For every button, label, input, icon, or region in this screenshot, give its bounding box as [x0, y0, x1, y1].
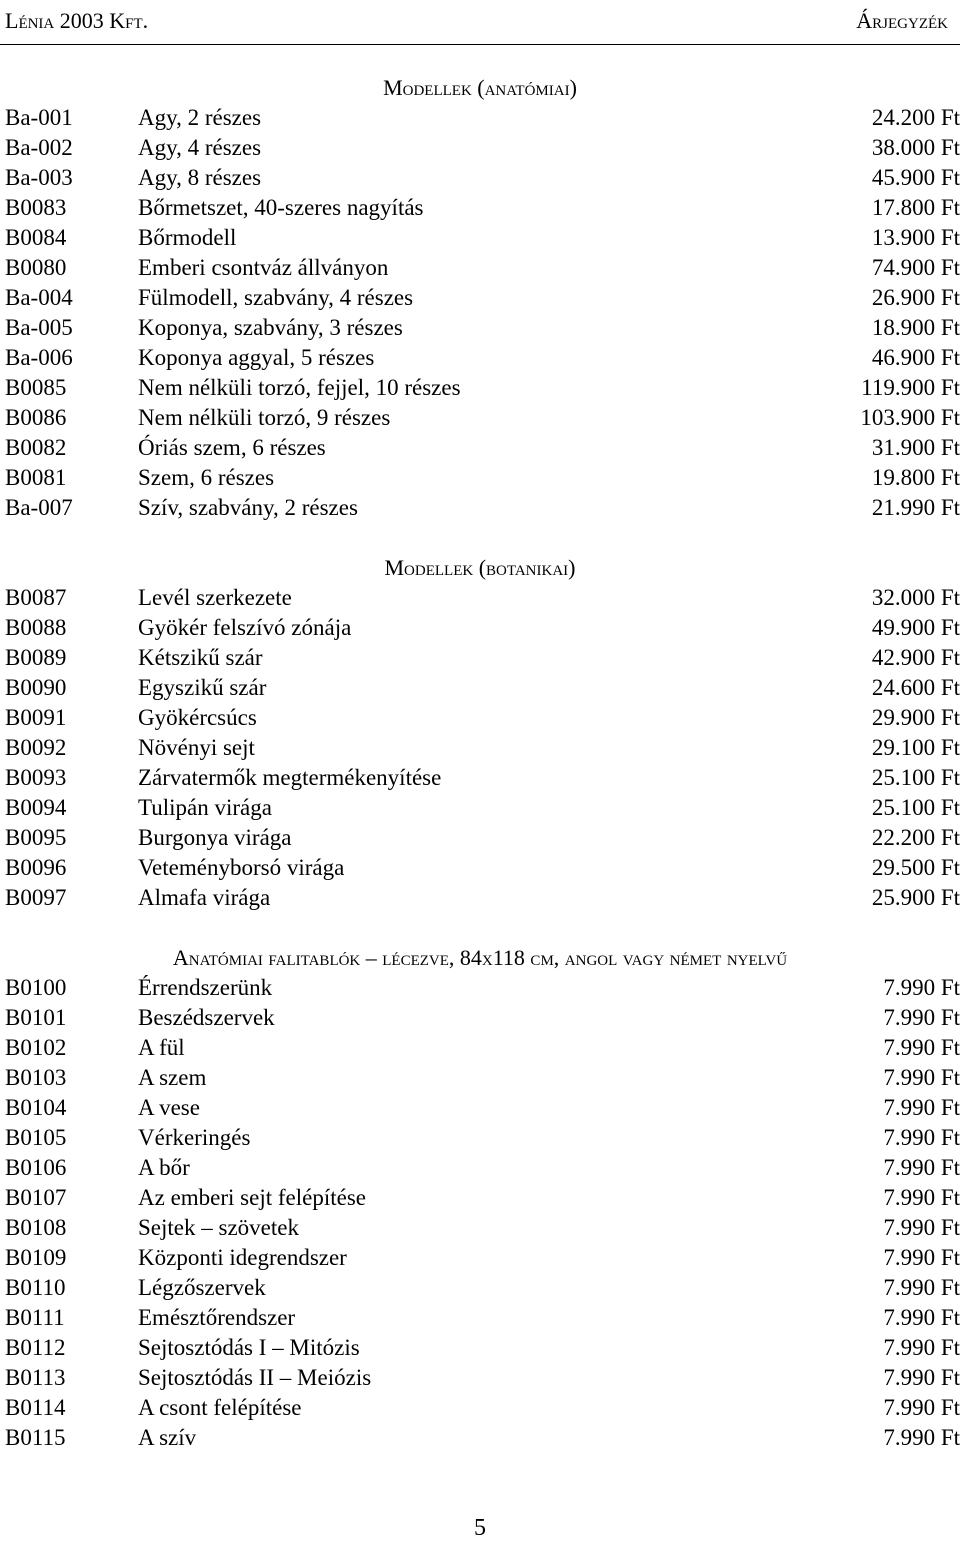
product-name: A bőr: [138, 1155, 190, 1180]
price-list-row: [0, 733, 960, 763]
product-name: A szem: [138, 1065, 207, 1090]
product-name: Bőrmodell: [138, 225, 237, 250]
product-name: Gyökér felszívó zónája: [138, 615, 352, 640]
page-number: 5: [474, 1515, 486, 1541]
product-name: Bőrmetszet, 40-szeres nagyítás: [138, 195, 424, 220]
product-code: B0105: [5, 1125, 67, 1150]
product-name: Tulipán virága: [138, 795, 272, 820]
product-price: 25.100 Ft: [871, 795, 960, 820]
product-name: Agy, 8 részes: [138, 165, 262, 190]
section-botanical-models: [0, 553, 960, 913]
product-code: Ba-001: [5, 105, 73, 130]
product-price: 7.990 Ft: [883, 975, 960, 1000]
product-price: 7.990 Ft: [883, 1095, 960, 1120]
price-list-row: [0, 703, 960, 733]
price-list-row: [0, 1213, 960, 1243]
product-price: 22.200 Ft: [871, 825, 960, 850]
price-list-row: [0, 793, 960, 823]
product-code: B0096: [5, 855, 67, 880]
product-code: B0085: [5, 375, 67, 400]
product-code: B0080: [5, 255, 67, 280]
product-code: B0093: [5, 765, 67, 790]
product-price: 29.100 Ft: [871, 735, 960, 760]
product-code: B0106: [5, 1155, 67, 1180]
price-list-row: [0, 133, 960, 163]
price-list-row: [0, 193, 960, 223]
product-price: 31.900 Ft: [871, 435, 960, 460]
product-price: 24.200 Ft: [871, 105, 960, 130]
price-list-row: [0, 463, 960, 493]
product-price: 42.900 Ft: [871, 645, 960, 670]
product-code: B0087: [5, 585, 67, 610]
product-code: B0107: [5, 1185, 67, 1210]
product-name: Szív, szabvány, 2 részes: [138, 495, 358, 520]
product-price: 29.900 Ft: [871, 705, 960, 730]
product-price: 26.900 Ft: [871, 285, 960, 310]
product-name: Központi idegrendszer: [138, 1245, 347, 1270]
product-code: B0112: [5, 1335, 66, 1360]
price-list-row: [0, 973, 960, 1003]
product-price: 25.100 Ft: [871, 765, 960, 790]
product-code: Ba-005: [5, 315, 73, 340]
product-name: A csont felépítése: [138, 1395, 302, 1420]
company-name: Lénia 2003 Kft.: [5, 8, 149, 33]
product-code: B0097: [5, 885, 67, 910]
product-code: B0114: [5, 1395, 66, 1420]
product-code: B0081: [5, 465, 67, 490]
product-price: 45.900 Ft: [871, 165, 960, 190]
product-name: Sejtek – szövetek: [138, 1215, 299, 1240]
product-name: A fül: [138, 1035, 185, 1060]
price-list-row: [0, 1243, 960, 1273]
product-name: Almafa virága: [138, 885, 271, 910]
product-price: 21.990 Ft: [871, 495, 960, 520]
document-title: Árjegyzék: [856, 8, 948, 33]
price-list-row: [0, 223, 960, 253]
page-header: [0, 4, 960, 45]
product-name: Nem nélküli torzó, 9 részes: [138, 405, 391, 430]
product-name: Agy, 2 részes: [138, 105, 262, 130]
price-list-row: [0, 643, 960, 673]
product-code: B0094: [5, 795, 67, 820]
product-name: Szem, 6 részes: [138, 465, 275, 490]
product-price: 7.990 Ft: [883, 1035, 960, 1060]
product-name: Beszédszervek: [138, 1005, 275, 1030]
product-code: B0109: [5, 1245, 67, 1270]
price-list-row: [0, 763, 960, 793]
product-price: 74.900 Ft: [871, 255, 960, 280]
product-name: Nem nélküli torzó, fejjel, 10 részes: [138, 375, 461, 400]
price-list-row: [0, 1183, 960, 1213]
product-price: 32.000 Ft: [871, 585, 960, 610]
product-price: 25.900 Ft: [871, 885, 960, 910]
product-name: Sejtosztódás I – Mitózis: [138, 1335, 360, 1360]
price-list-row: [0, 1393, 960, 1423]
product-price: 17.800 Ft: [871, 195, 960, 220]
price-list-row: [0, 1153, 960, 1183]
product-price: 13.900 Ft: [871, 225, 960, 250]
price-list-row: [0, 673, 960, 703]
product-price: 49.900 Ft: [871, 615, 960, 640]
product-price: 7.990 Ft: [883, 1395, 960, 1420]
product-price: 7.990 Ft: [883, 1215, 960, 1240]
price-list-row: [0, 1123, 960, 1153]
product-price: 7.990 Ft: [883, 1365, 960, 1390]
section-anatomical-models: [0, 73, 960, 523]
section-title: Anatómiai falitablók – lécezve, 84x118 cm, angol vagy német nyelvű: [172, 945, 788, 970]
price-list-row: [0, 823, 960, 853]
product-code: Ba-006: [5, 345, 73, 370]
product-name: Érrendszerünk: [138, 975, 273, 1000]
product-code: B0115: [5, 1425, 66, 1450]
product-name: Emberi csontváz állványon: [138, 255, 389, 280]
product-price: 29.500 Ft: [871, 855, 960, 880]
product-price: 7.990 Ft: [883, 1245, 960, 1270]
product-name: Koponya, szabvány, 3 részes: [138, 315, 403, 340]
product-name: Kétszikű szár: [138, 645, 263, 670]
product-name: Burgonya virága: [138, 825, 292, 850]
price-list-row: [0, 613, 960, 643]
product-name: Légzőszervek: [138, 1275, 266, 1300]
price-list-row: [0, 343, 960, 373]
product-code: B0082: [5, 435, 67, 460]
product-price: 7.990 Ft: [883, 1305, 960, 1330]
product-price: 7.990 Ft: [883, 1155, 960, 1180]
product-name: Óriás szem, 6 részes: [138, 435, 326, 460]
product-code: B0108: [5, 1215, 67, 1240]
price-list-row: [0, 1423, 960, 1453]
price-list-row: [0, 1003, 960, 1033]
product-name: Gyökércsúcs: [138, 705, 257, 730]
product-price: 7.990 Ft: [883, 1185, 960, 1210]
product-code: B0095: [5, 825, 67, 850]
price-list-row: [0, 283, 960, 313]
product-price: 7.990 Ft: [883, 1335, 960, 1360]
section-anatomical-wall-charts: [0, 943, 960, 1453]
product-code: Ba-003: [5, 165, 73, 190]
product-code: B0104: [5, 1095, 67, 1120]
product-code: Ba-007: [5, 495, 73, 520]
product-name: Koponya aggyal, 5 részes: [138, 345, 375, 370]
product-code: B0089: [5, 645, 67, 670]
price-list-row: [0, 1093, 960, 1123]
price-list-row: [0, 433, 960, 463]
product-code: B0113: [5, 1365, 66, 1390]
price-list-row: [0, 373, 960, 403]
product-code: B0091: [5, 705, 67, 730]
product-code: B0103: [5, 1065, 67, 1090]
product-name: Veteményborsó virága: [138, 855, 345, 880]
price-list-row: [0, 403, 960, 433]
product-name: Levél szerkezete: [138, 585, 292, 610]
product-price: 7.990 Ft: [883, 1425, 960, 1450]
price-list-row: [0, 1033, 960, 1063]
price-list-row: [0, 1063, 960, 1093]
product-code: Ba-004: [5, 285, 73, 310]
product-price: 18.900 Ft: [871, 315, 960, 340]
price-list-row: [0, 1273, 960, 1303]
product-name: Növényi sejt: [138, 735, 255, 760]
product-code: Ba-002: [5, 135, 73, 160]
product-code: B0111: [5, 1305, 65, 1330]
product-price: 7.990 Ft: [883, 1125, 960, 1150]
product-code: B0110: [5, 1275, 66, 1300]
product-name: Vérkeringés: [138, 1125, 251, 1150]
product-name: Agy, 4 részes: [138, 135, 262, 160]
price-list-row: [0, 1333, 960, 1363]
product-price: 7.990 Ft: [883, 1275, 960, 1300]
product-name: Sejtosztódás II – Meiózis: [138, 1365, 372, 1390]
product-code: B0083: [5, 195, 67, 220]
price-list-row: [0, 853, 960, 883]
product-name: Az emberi sejt felépítése: [138, 1185, 366, 1210]
price-list-row: [0, 313, 960, 343]
product-code: B0100: [5, 975, 67, 1000]
product-name: Zárvatermők megtermékenyítése: [138, 765, 442, 790]
price-list-row: [0, 1303, 960, 1333]
price-list-row: [0, 583, 960, 613]
product-code: B0088: [5, 615, 67, 640]
product-price: 19.800 Ft: [871, 465, 960, 490]
product-code: B0092: [5, 735, 67, 760]
product-code: B0090: [5, 675, 67, 700]
product-price: 119.900 Ft: [861, 375, 960, 400]
price-list-row: [0, 103, 960, 133]
section-title: Modellek (anatómiai): [383, 75, 577, 100]
product-price: 7.990 Ft: [883, 1065, 960, 1090]
product-code: B0101: [5, 1005, 67, 1030]
product-price: 7.990 Ft: [883, 1005, 960, 1030]
product-name: A szív: [138, 1425, 197, 1450]
product-price: 46.900 Ft: [871, 345, 960, 370]
price-list-row: [0, 493, 960, 523]
price-list-row: [0, 883, 960, 913]
price-list-row: [0, 163, 960, 193]
product-name: A vese: [138, 1095, 200, 1120]
product-price: 38.000 Ft: [871, 135, 960, 160]
product-price: 24.600 Ft: [871, 675, 960, 700]
product-name: Emésztőrendszer: [138, 1305, 296, 1330]
product-code: B0102: [5, 1035, 67, 1060]
price-list-row: [0, 253, 960, 283]
product-code: B0086: [5, 405, 67, 430]
product-code: B0084: [5, 225, 67, 250]
price-list-row: [0, 1363, 960, 1393]
product-name: Fülmodell, szabvány, 4 részes: [138, 285, 414, 310]
product-name: Egyszikű szár: [138, 675, 267, 700]
product-price: 103.900 Ft: [860, 405, 960, 430]
section-title: Modellek (botanikai): [384, 555, 576, 580]
